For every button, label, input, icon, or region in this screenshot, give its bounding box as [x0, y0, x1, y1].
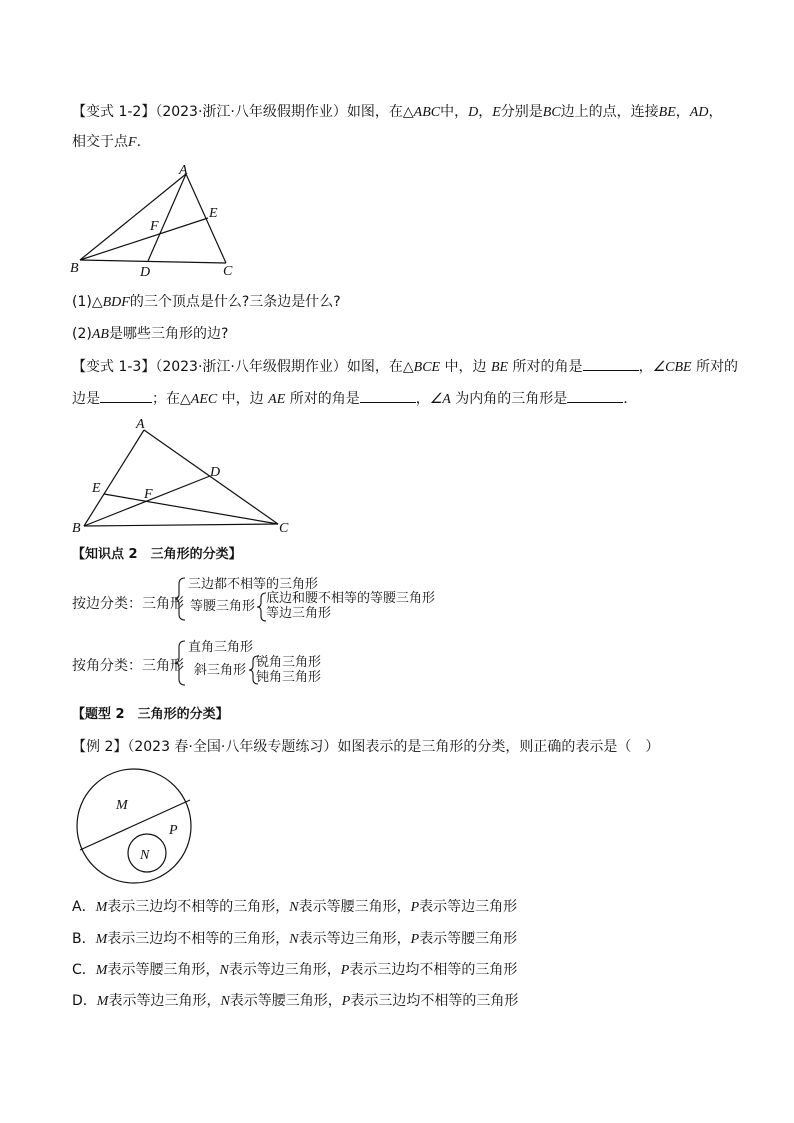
segment-bc: BC — [542, 105, 561, 120]
label-b: B — [70, 261, 79, 276]
label-p: P — [169, 823, 178, 838]
text: 表示三边均不相等的三角形， — [107, 931, 290, 947]
text: 表示等边三角形， — [298, 931, 411, 947]
text: 所对的 — [691, 359, 739, 375]
angle-cbe: ∠CBE — [652, 360, 692, 375]
option-b[interactable] — [72, 929, 517, 950]
var-m: M — [95, 963, 108, 978]
example-2-stem: 【例 2】（2023 春·全国·八年级专题练习）如图表示的是三角形的分类，则正确的表示是（ ） — [72, 739, 660, 755]
segment-ec — [104, 494, 278, 524]
var-p: P — [410, 900, 420, 915]
v13-stem-line1 — [72, 356, 738, 378]
answer-blank-3[interactable] — [360, 388, 416, 403]
label-b: B — [72, 521, 81, 536]
text: (1) — [72, 294, 92, 310]
point-e: E — [492, 105, 501, 120]
segment-ad: AD — [689, 105, 709, 120]
figure-triangle-abc — [66, 160, 256, 280]
side-class-2a: 底边和腰不相等的等腰三角形 — [266, 591, 436, 606]
text: 相交于点 — [72, 134, 128, 150]
text: 表示等腰三角形， — [298, 899, 411, 915]
side-classification-label: 按边分类：三角形 — [72, 596, 184, 612]
segment-be: BE — [491, 360, 509, 375]
var-n: N — [220, 994, 230, 1009]
var-m: M — [95, 932, 108, 947]
v12-stem-line1 — [72, 102, 722, 123]
text: 表示等腰三角形， — [229, 993, 342, 1009]
brace-icon — [174, 639, 188, 687]
label-a: A — [136, 417, 145, 432]
triangle-symbol: △ — [180, 391, 191, 407]
text: 边是 — [72, 391, 100, 407]
option-letter: B． — [72, 931, 96, 947]
segment-be: BE — [658, 105, 676, 120]
text: (2) — [72, 326, 92, 342]
var-p: P — [410, 932, 420, 947]
segment-be — [80, 218, 208, 260]
segment-ae: AE — [268, 392, 286, 407]
answer-blank-4[interactable] — [567, 388, 623, 403]
var-n: N — [289, 900, 299, 915]
text: 表示三边均不相等的三角形， — [107, 899, 290, 915]
brace-icon — [174, 576, 188, 622]
var-m: M — [95, 900, 108, 915]
side-class-1: 三边都不相等的三角形 — [188, 577, 319, 592]
v12-stem-text: 【变式 1-2】（2023·浙江·八年级假期作业）如图，在 — [72, 104, 403, 120]
segment-ad — [148, 174, 186, 261]
var-n: N — [289, 932, 299, 947]
text: ， — [708, 104, 723, 120]
label-e: E — [209, 206, 218, 221]
text: 表示等边三角形， — [108, 993, 221, 1009]
figure-triangle-abc-2 — [66, 414, 306, 540]
option-c[interactable] — [72, 960, 517, 981]
label-n: N — [140, 848, 150, 863]
side-class-2b: 等边三角形 — [266, 606, 332, 621]
point-d: D — [468, 105, 479, 120]
text: 表示三边均不相等的三角形 — [350, 993, 519, 1009]
label-e: E — [92, 481, 101, 496]
triangle-abc: ABC — [413, 105, 441, 120]
label-a: A — [179, 163, 188, 178]
option-letter: C． — [72, 962, 96, 978]
text: 所对的角是 — [285, 391, 360, 407]
label-c: C — [223, 264, 233, 279]
triangle-bdf: BDF — [102, 295, 130, 310]
label-c: C — [279, 521, 289, 536]
text: . — [136, 134, 142, 150]
label-f: F — [144, 487, 153, 502]
text: 中， — [440, 104, 469, 120]
label-f: F — [150, 219, 159, 234]
knowledge-point-title: 【知识点 2 三角形的分类】 — [72, 547, 242, 562]
text: 表示等腰三角形， — [107, 962, 220, 978]
triangle-aec: AEC — [190, 392, 218, 407]
text: 表示等边三角形 — [419, 899, 518, 915]
v12-question-2 — [72, 324, 228, 345]
v12-question-1 — [72, 292, 341, 313]
text: 的三个顶点是什么?三条边是什么? — [129, 294, 341, 310]
text: 中，边 — [440, 359, 491, 375]
option-d[interactable] — [72, 991, 518, 1012]
angle-a: ∠A — [429, 392, 451, 407]
text: ， — [638, 359, 653, 375]
segment-bc — [84, 524, 278, 526]
text: 是哪些三角形的边? — [108, 326, 229, 342]
answer-blank-1[interactable] — [583, 356, 639, 371]
triangle-symbol: △ — [91, 294, 103, 310]
question-type-title: 【题型 2 三角形的分类】 — [72, 707, 229, 722]
label-d: D — [140, 265, 151, 280]
figure-classification-circles — [72, 764, 196, 888]
text: 所对的角是 — [508, 359, 583, 375]
v12-stem-line2 — [72, 132, 141, 153]
angle-classification-label: 按角分类：三角形 — [72, 658, 184, 674]
segment-ab: AB — [91, 327, 109, 342]
option-letter: D． — [72, 993, 97, 1009]
text: 分别是 — [500, 104, 543, 120]
angle-class-1: 直角三角形 — [188, 640, 254, 655]
v13-stem-line2 — [72, 388, 628, 410]
option-letter: A． — [72, 899, 96, 915]
label-d: D — [210, 465, 221, 480]
text: ， — [478, 104, 493, 120]
var-p: P — [340, 963, 350, 978]
side-class-2: 等腰三角形 — [190, 599, 256, 614]
angle-class-2: 斜三角形 — [194, 663, 247, 678]
segment-bc — [80, 260, 226, 263]
text: 为内角的三角形是 — [450, 391, 568, 407]
text: 中，边 — [217, 391, 269, 407]
triangle-symbol: △ — [402, 104, 414, 120]
text: 表示等边三角形， — [228, 962, 341, 978]
triangle-symbol: △ — [402, 359, 414, 375]
text: 边上的点，连接 — [560, 104, 659, 120]
text: ；在 — [152, 391, 180, 407]
angle-class-2b: 钝角三角形 — [256, 670, 322, 685]
point-f: F — [128, 135, 137, 150]
answer-blank-2[interactable] — [100, 388, 152, 403]
text: ， — [415, 391, 430, 407]
segment-ba — [84, 430, 144, 526]
var-n: N — [219, 963, 229, 978]
text: 表示三边均不相等的三角形 — [349, 962, 518, 978]
label-m: M — [116, 798, 128, 813]
text: . — [623, 391, 628, 407]
text: 【变式 1-3】（2023·浙江·八年级假期作业）如图，在 — [72, 359, 403, 375]
text: ， — [675, 104, 690, 120]
triangle-bce: BCE — [413, 360, 441, 375]
segment-ba — [80, 174, 186, 260]
option-a[interactable] — [72, 897, 517, 918]
angle-class-2a: 锐角三角形 — [256, 655, 322, 670]
var-m: M — [96, 994, 109, 1009]
var-p: P — [341, 994, 351, 1009]
text: 表示等腰三角形 — [419, 931, 518, 947]
